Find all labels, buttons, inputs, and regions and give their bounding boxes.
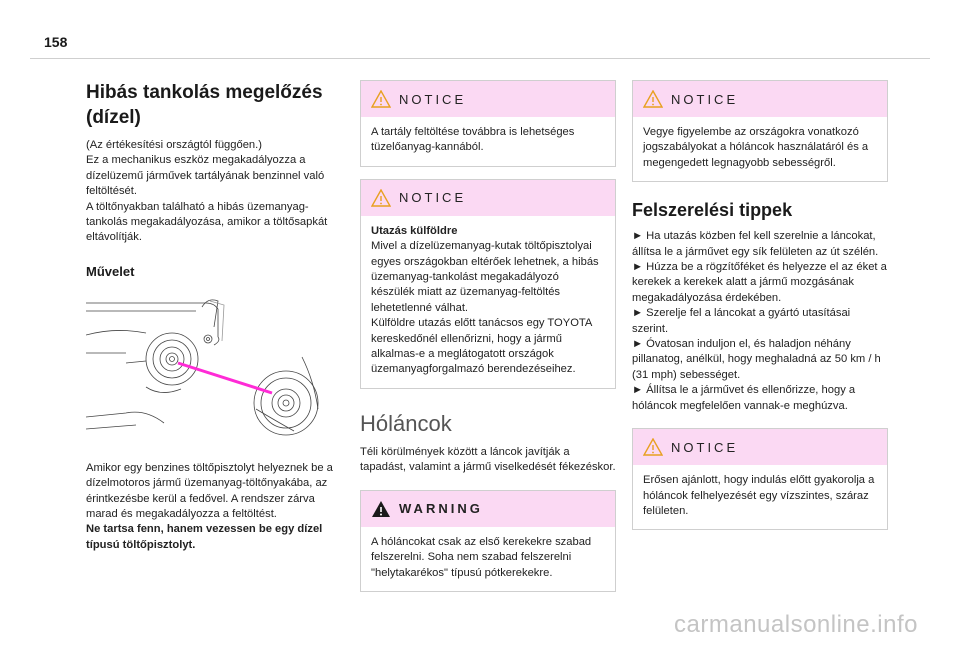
notice-label: NOTICE (671, 439, 739, 455)
intro-line: A töltőnyakban található a hibás üzemanyag-tankolás megakadályozása, amikor a töltősapkát eltávolítják. (86, 200, 328, 244)
section-heading (86, 80, 342, 130)
filler-neck-drawing (86, 297, 330, 441)
warning-box (360, 490, 616, 592)
heading-line-2: (dízel) (86, 107, 141, 128)
notice-paragraph: Külföldre utazás előtt tanácsos egy TOYOTA kereskedőnél ellenőrizni, hogy a jármű alkalmas-e a meglátogatott országok üzemanyagforgalmazó berendezéseihez. (371, 317, 592, 376)
column-2 (360, 80, 616, 592)
warning-triangle-icon (371, 500, 391, 518)
notice-body (361, 216, 615, 388)
notice-label: NOTICE (671, 91, 739, 107)
warning-label: WARNING (399, 501, 483, 517)
notice-header (361, 180, 615, 216)
notice-body: Erősen ajánlott, hogy indulás előtt gyakorolja a hóláncok felhelyezését egy vízszintes, száraz felületen. (643, 474, 875, 517)
caution-triangle-icon (371, 189, 391, 207)
subhead-operation: Művelet (86, 263, 135, 279)
watermark-text: carmanualsonline.info (674, 611, 918, 638)
pointer-arrow (178, 363, 272, 393)
operation-paragraph: Amikor egy benzines töltőpisztolyt helyeznek be a dízelmotoros jármű üzemanyag-töltőnyakába, az érintkezésbe kerül a fedővel. A rendszer zárva marad és megakadályozza a feltöltést. (86, 461, 333, 521)
warning-header (361, 491, 615, 527)
tip-item: ► Ha utazás közben fel kell szerelnie a láncokat, állítsa le a járművet egy sík felületen az út szélén. (632, 230, 879, 258)
operation-bold-paragraph: Ne tartsa fenn, hanem vezessen be egy dízel típusú töltőpisztolyt. (86, 523, 323, 551)
warning-body: A hóláncokat csak az első kerekekre szabad felszerelni. Soha nem szabad felszerelni "helytakarékos" típusú pótkerekekre. (371, 535, 592, 579)
notice-body: A tartály feltöltése továbbra is lehetséges tüzelőanyag-kannából. (371, 126, 575, 154)
header-rule (30, 58, 930, 59)
notice-box-practice (632, 428, 888, 530)
caution-triangle-icon (643, 90, 663, 108)
heading-line-1: Hibás tankolás megelőzés (86, 82, 323, 103)
column-3 (632, 80, 888, 530)
notice-box (360, 80, 616, 167)
tip-item: ► Szerelje fel a láncokat a gyártó utasításai szerint. (632, 307, 851, 335)
notice-body: Vegye figyelembe az országokra vonatkozó jogszabályokat a hóláncok használatáról és a megengedett legnagyobb sebességről. (643, 126, 869, 169)
notice-label: NOTICE (399, 91, 467, 107)
tips-list (632, 229, 888, 414)
intro-line: Ez a mechanikus eszköz megakadályozza a dízelüzemű járművek tartályának benzinnel való feltöltését. (86, 154, 325, 198)
caution-triangle-icon (643, 438, 663, 456)
section-title-snow-chains: Hóláncok (360, 410, 452, 436)
snow-chains-text: Téli körülmények között a láncok javítják a tapadást, valamint a jármű viselkedését fékezéskor. (360, 445, 616, 474)
notice-box-travel (360, 179, 616, 389)
notice-label: NOTICE (399, 190, 467, 206)
operation-text (86, 461, 342, 553)
notice-header (361, 81, 615, 117)
page-number: 158 (44, 34, 68, 50)
notice-header (633, 429, 887, 465)
tip-item: ► Állítsa le a járművet és ellenőrizze, hogy a hóláncok megfelelően vannak-e meghúzva. (632, 384, 856, 412)
intro-line: (Az értékesítési országtól függően.) (86, 139, 262, 151)
notice-paragraph: Mivel a dízelüzemanyag-kutak töltőpisztolyai egyes országokban eltérőek lehetnek, a hibás üzemanyag-tankolást megakadályozó készülék miatt az üzemanyag-feltöltés lehetetlenné válhat. (371, 240, 599, 314)
column-1 (86, 80, 342, 553)
notice-header (633, 81, 887, 117)
notice-heading: Utazás külföldre (371, 224, 458, 237)
tip-item: ► Húzza be a rögzítőféket és helyezze el az éket a kerekek a kerekek alatt a jármű mozgásának megakadályozása érdekében. (632, 261, 887, 304)
intro-text (86, 138, 342, 246)
section-title-tips: Felszerelési tippek (632, 200, 793, 221)
caution-triangle-icon (371, 90, 391, 108)
notice-box-regulations (632, 80, 888, 182)
fuel-filler-illustration (86, 297, 330, 441)
tip-item: ► Óvatosan induljon el, és haladjon néhány pillanatog, anélkül, hogy meghaladná az 50 km / h (31 mph) sebességet. (632, 338, 881, 381)
